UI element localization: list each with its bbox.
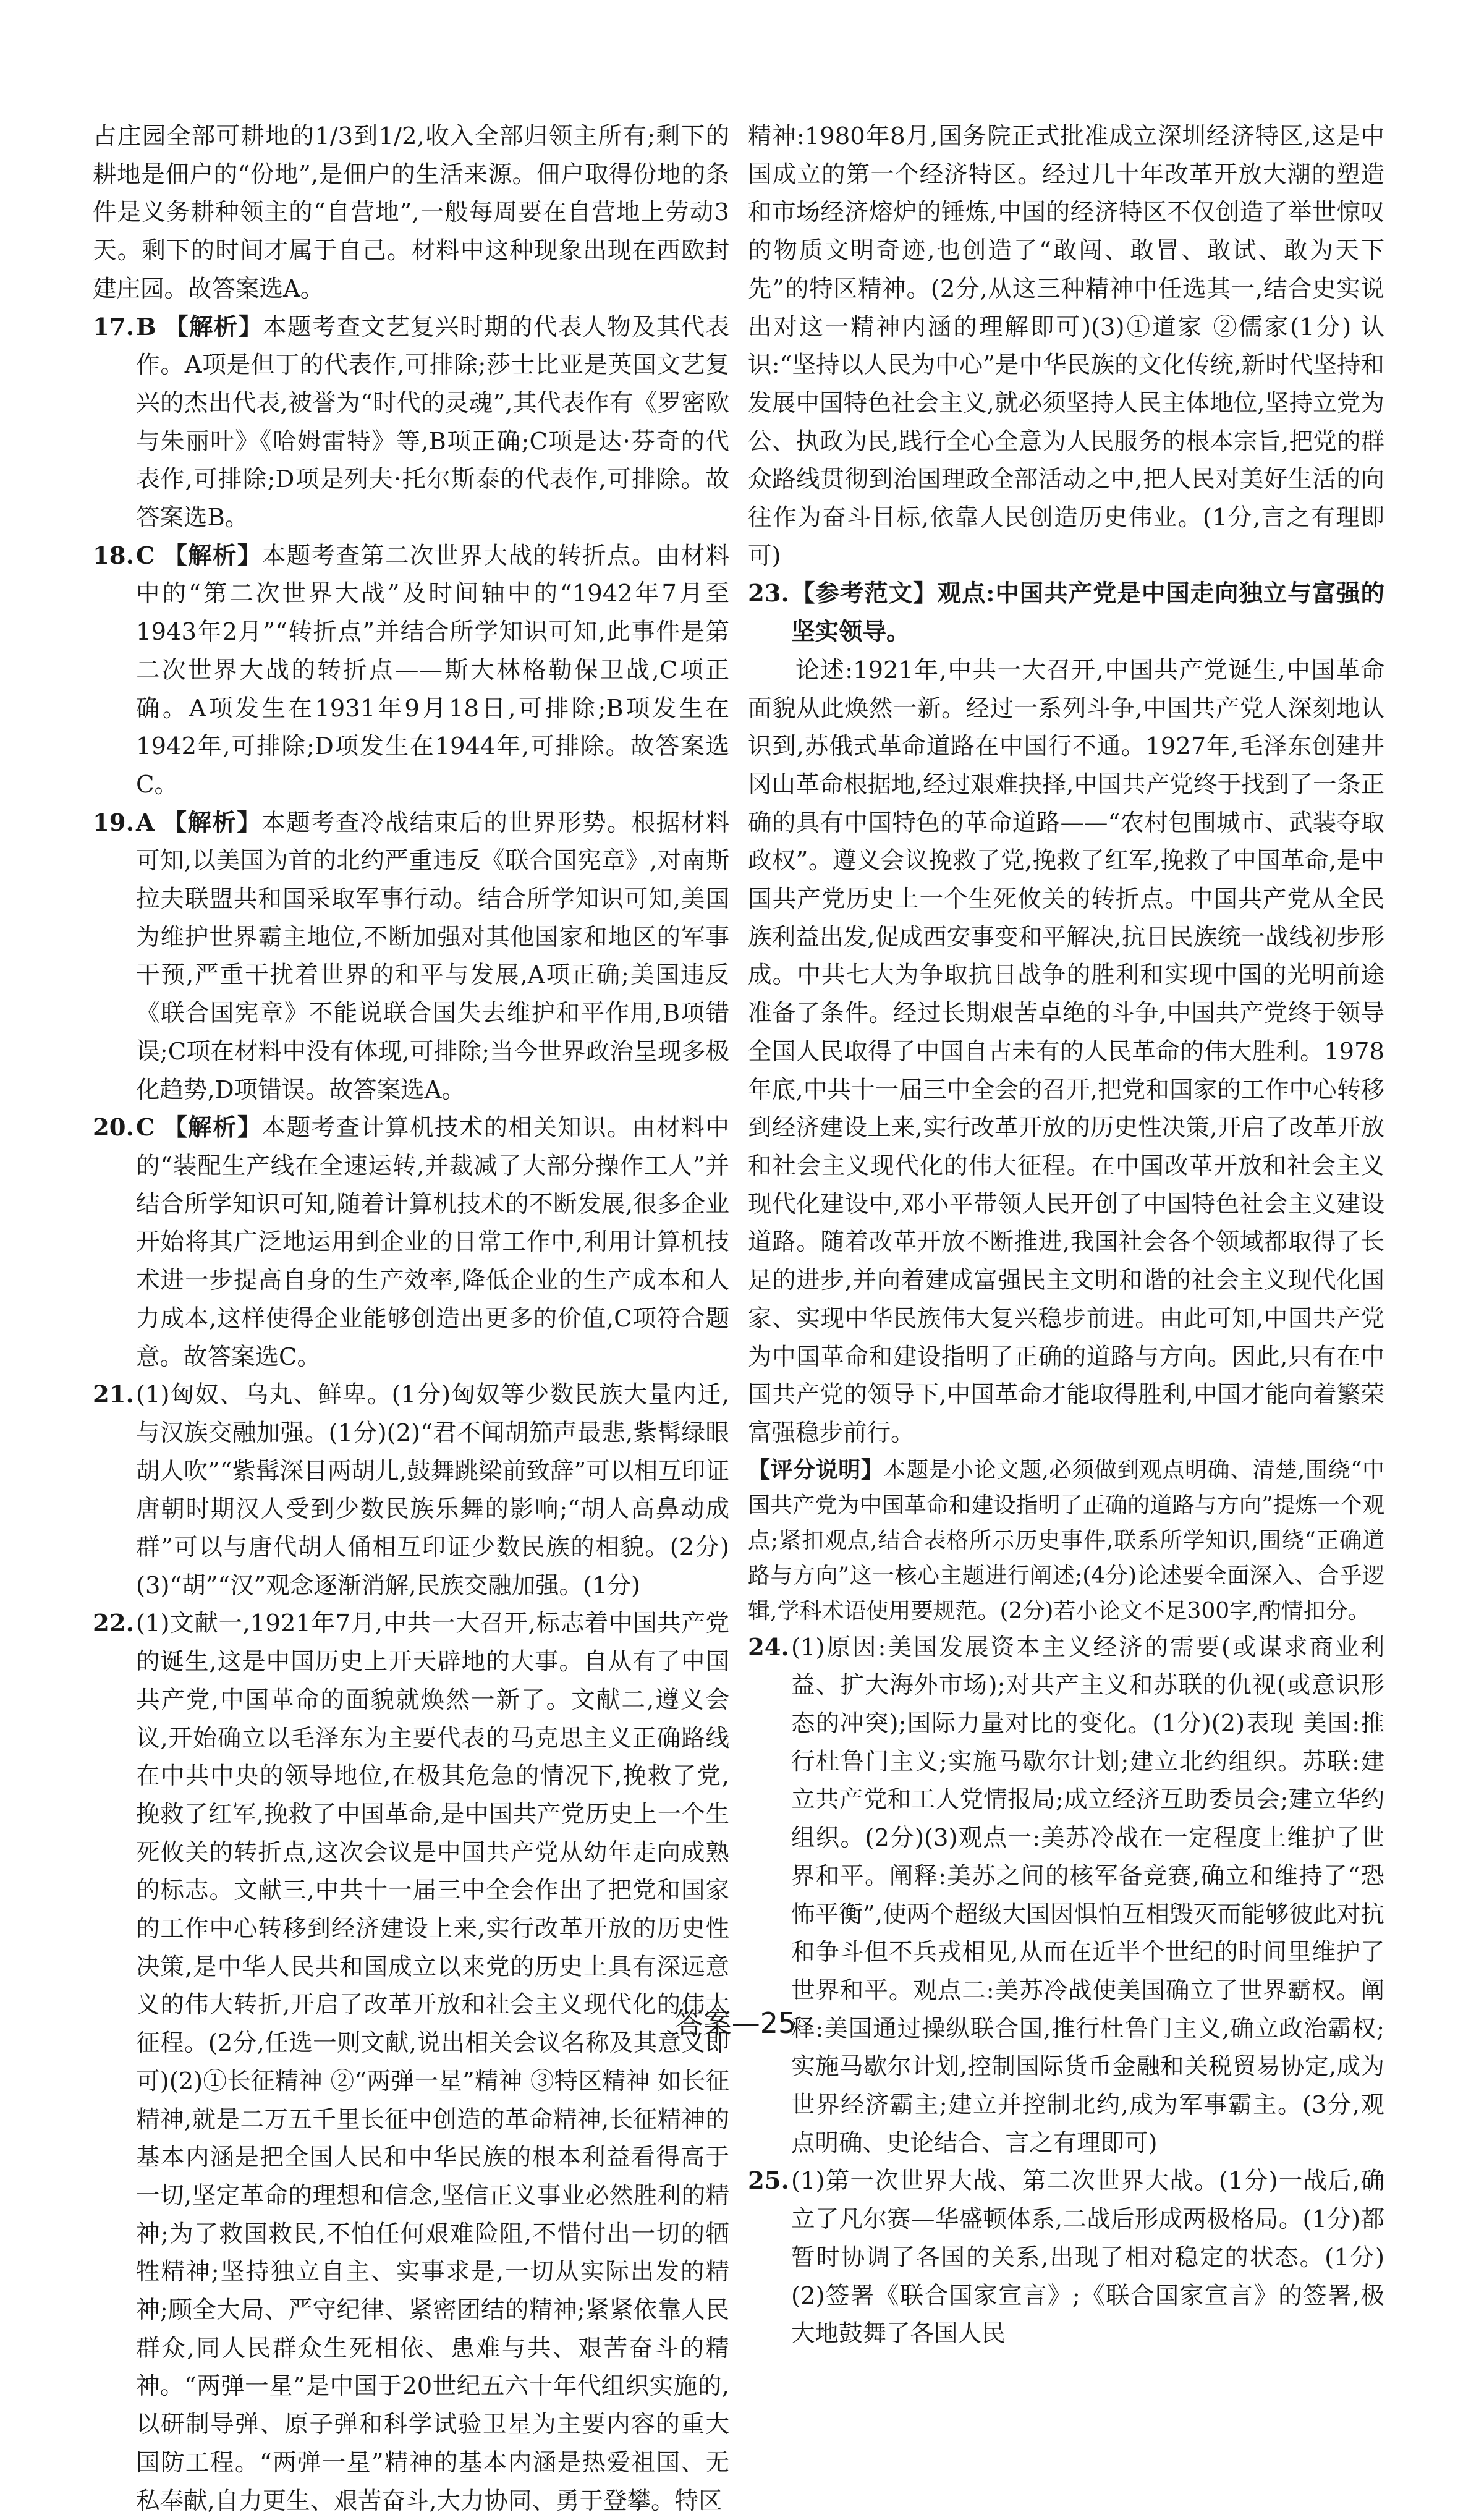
answer-item-21 (93, 1376, 729, 1605)
answer-body (136, 804, 729, 1109)
answer-text: (1)匈奴、乌丸、鲜卑。(1分)匈奴等少数民族大量内迁,与汉族交融加强。(1分)(2)“君不闻胡笳声最悲,紫髯绿眼胡人吹”“紫髯深目两胡儿,鼓舞跳梁前致辞”可以相互印证唐朝时期汉人受到少数民族乐舞的影响;“胡人高鼻动成群”可以与唐代胡人俑相互印证少数民族的相貌。(2分)(3)“胡”“汉”观念逐渐消解,民族交融加强。(1分) (136, 1381, 729, 1600)
answer-body (136, 308, 729, 537)
answer-item-17 (93, 308, 729, 537)
q16-continuation: 占庄园全部可耕地的1/3到1/2,收入全部归领主所有;剩下的耕地是佃户的“份地”,是佃户的生活来源。佃户取得份地的条件是义务耕种领主的“自营地”,一般每周要在自营地上劳动3天。剩下的时间才属于自己。材料中这种现象出现在西欧封建庄园。故答案选A。 (93, 122, 729, 303)
answer-body (791, 575, 1384, 651)
analysis-tag: 【解析】 (163, 808, 262, 837)
answer-text: (1)第一次世界大战、第二次世界大战。(1分)一战后,确立了凡尔赛—华盛顿体系,二战后形成两极格局。(1分)都暂时协调了各国的关系,出现了相对稳定的状态。(1分)(2)签署《联合国家宣言》;《联合国家宣言》的签署,极大地鼓舞了各国人民 (791, 2167, 1384, 2348)
page-number: 答案—25 (674, 2006, 797, 2040)
question-number: 18. (93, 541, 134, 570)
analysis-text: 本题考查冷战结束后的世界形势。根据材料可知,以美国为首的北约严重违反《联合国宪章》,对南斯拉夫联盟共和国采取军事行动。结合所学知识可知,美国为维护世界霸主地位,不断加强对其他国家和地区的军事干预,严重干扰着世界的和平与发展,A项正确;美国违反《联合国宪章》不能说联合国失去维护和平作用,B项错误;C项在材料中没有体现,可排除;当今世界政治呈现多极化趋势,D项错误。故答案选A。 (136, 808, 729, 1104)
scoring-note-tag: 【评分说明】 (748, 1456, 884, 1483)
answer-item-25 (748, 2162, 1384, 2353)
answer-choice: C (136, 541, 155, 570)
answer-item-20 (93, 1109, 729, 1376)
question-number: 24. (748, 1633, 789, 1661)
question-number: 25. (748, 2167, 789, 2195)
answer-text: (1)原因:美国发展资本主义经济的需要(或谋求商业利益、扩大海外市场);对共产主义和苏联的仇视(或意识形态的冲突);国际力量对比的变化。(1分)(2)表现 美国:推行杜鲁门主义;实施马歇尔计划;建立北约组织。苏联:建立共产党和工人党情报局;成立经济互助委员会;建立华约组织。(2分)(3)观点一:美苏冷战在一定程度上维护了世界和平。阐释:美苏之间的核军备竞赛,确立和维持了“恐怖平衡”,使两个超级大国因惧怕互相毁灭而能够彼此对抗和争斗但不兵戎相见,从而在近半个世纪的时间里维护了世界和平。观点二:美苏冷战使美国确立了世界霸权。阐释:美国通过操纵联合国,推行杜鲁门主义,确立政治霸权;实施马歇尔计划,控制国际货币金融和关税贸易协定,成为世界经济霸主;建立并控制北约,成为军事霸主。(3分,观点明确、史论结合、言之有理即可) (791, 1633, 1384, 2157)
answer-body (136, 537, 729, 804)
left-column (93, 117, 729, 2520)
answer-choice: B (136, 313, 156, 341)
analysis-text: 本题考查计算机技术的相关知识。由材料中的“装配生产线在全速运转,并裁减了大部分操作工人”并结合所学知识可知,随着计算机技术的不断发展,很多企业开始将其广泛地运用到企业的日常工作中,利用计算机技术进一步提高自身的生产效率,降低企业的生产成本和人力成本,这样使得企业能够创造出更多的价值,C项符合题意。故答案选C。 (136, 1114, 729, 1371)
analysis-text: 本题考查文艺复兴时期的代表人物及其代表作。A项是但丁的代表作,可排除;莎士比亚是英国文艺复兴的杰出代表,被誉为“时代的灵魂”,其代表作有《罗密欧与朱丽叶》《哈姆雷特》等,B项正确;C项是达·芬奇的代表作,可排除;D项是列夫·托尔斯泰的代表作,可排除。故答案选B。 (136, 313, 729, 532)
answer-item-22 (93, 1605, 729, 2520)
essay-text: 论述:1921年,中共一大召开,中国共产党诞生,中国革命面貌从此焕然一新。经过一系列斗争,中国共产党人深刻地认识到,苏俄式革命道路在中国行不通。1927年,毛泽东创建井冈山革命根据地,经过艰难抉择,中国共产党终于找到了一条正确的具有中国特色的革命道路——“农村包围城市、武装夺取政权”。遵义会议挽救了党,挽救了红军,挽救了中国革命,是中国共产党历史上一个生死攸关的转折点。中国共产党从全民族利益出发,促成西安事变和平解决,抗日民族统一战线初步形成。中共七大为争取抗日战争的胜利和实现中国的光明前途准备了条件。经过长期艰苦卓绝的斗争,中国共产党终于领导全国人民取得了中国自古未有的人民革命的伟大胜利。1978年底,中共十一届三中全会的召开,把党和国家的工作中心转移到经济建设上来,实行改革开放的历史性决策,开启了改革开放和社会主义现代化的伟大征程。在中国改革开放和社会主义现代化建设中,邓小平带领人民开创了中国特色社会主义建设道路。随着改革开放不断推进,我国社会各个领域都取得了长足的进步,并向着建成富强民主文明和谐的社会主义现代化国家、实现中华民族伟大复兴稳步前进。由此可知,中国共产党为中国革命和建设指明了正确的道路与方向。因此,只有在中国共产党的领导下,中国革命才能取得胜利,中国才能向着繁荣富强稳步前行。 (748, 656, 1384, 1447)
essay-title: 【参考范文】观点:中国共产党是中国走向独立与富强的坚实领导。 (791, 580, 1384, 647)
answer-item-18 (93, 537, 729, 804)
question-number: 19. (93, 808, 134, 837)
answer-body (136, 1109, 729, 1376)
answer-item-19 (93, 804, 729, 1109)
analysis-tag: 【解析】 (164, 313, 263, 341)
answer-choice: C (136, 1114, 155, 1142)
analysis-tag: 【解析】 (163, 1114, 262, 1142)
answer-text: (1)文献一,1921年7月,中共一大召开,标志着中国共产党的诞生,这是中国历史上开天辟地的大事。自从有了中国共产党,中国革命的面貌就焕然一新了。文献二,遵义会议,开始确立以毛泽东为主要代表的马克思主义正确路线在中共中央的领导地位,在极其危急的情况下,挽救了党,挽救了红军,挽救了中国革命,是中国共产党历史上一个生死攸关的转折点,这次会议是中国共产党从幼年走向成熟的标志。文献三,中共十一届三中全会作出了把党和国家的工作中心转移到经济建设上来,实行改革开放的历史性决策,是中华人民共和国成立以来党的历史上具有深远意义的伟大转折,开启了改革开放和社会主义现代化的伟大征程。(2分,任选一则文献,说出相关会议名称及其意义即可)(2)①长征精神 ②“两弹一星”精神 ③特区精神 如长征精神,就是二万五千里长征中创造的革命精神,长征精神的基本内涵是把全国人民和中华民族的根本利益看得高于一切,坚定革命的理想和信念,坚信正义事业必然胜利的精神;为了救国救民,不怕任何艰难险阻,不惜付出一切的牺牲精神;坚持独立自主、实事求是,一切从实际出发的精神;顾全大局、严守纪律、紧密团结的精神;紧紧依靠人民群众,同人民群众生死相依、患难与共、艰苦奋斗的精神。“两弹一星”是中国于20世纪五六十年代组织实施的,以研制导弹、原子弹和科学试验卫星为主要内容的重大国防工程。“两弹一星”精神的基本内涵是热爱祖国、无私奉献,自力更生、艰苦奋斗,大力协同、勇于登攀。特区 (136, 1610, 729, 2515)
scoring-note (748, 1453, 1384, 1629)
answer-item-23 (748, 575, 1384, 651)
answer-item-24 (748, 1629, 1384, 2163)
analysis-tag: 【解析】 (163, 541, 262, 570)
question-number: 22. (93, 1610, 134, 1638)
question-number: 21. (93, 1381, 134, 1409)
analysis-text: 本题考查第二次世界大战的转折点。由材料中的“第二次世界大战”及时间轴中的“1942年7月至1943年2月”“转折点”并结合所学知识可知,此事件是第二次世界大战的转折点——斯大林格勒保卫战,C项正确。A项发生在1931年9月18日,可排除;B项发生在1942年,可排除;D项发生在1944年,可排除。故答案选C。 (136, 541, 729, 799)
question-number: 20. (93, 1114, 134, 1142)
q22-continuation: 精神:1980年8月,国务院正式批准成立深圳经济特区,这是中国成立的第一个经济特区。经过几十年改革开放大潮的塑造和市场经济熔炉的锤炼,中国的经济特区不仅创造了举世惊叹的物质文明奇迹,也创造了“敢闯、敢冒、敢试、敢为天下先”的特区精神。(2分,从这三种精神中任选其一,结合史实说出对这一精神内涵的理解即可)(3)①道家 ②儒家(1分) 认识:“坚持以人民为中心”是中华民族的文化传统,新时代坚持和发展中国特色社会主义,就必须坚持人民主体地位,坚持立党为公、执政为民,践行全心全意为人民服务的根本宗旨,把党的群众路线贯彻到治国理政全部活动之中,把人民对美好生活的向往作为奋斗目标,依靠人民创造历史伟业。(1分,言之有理即可) (748, 122, 1384, 570)
question-number: 23. (748, 580, 789, 608)
scoring-note-text: 本题是小论文题,必须做到观点明确、清楚,围绕“中国共产党为中国革命和建设指明了正确的道路与方向”提炼一个观点;紧扣观点,结合表格所示历史事件,联系所学知识,围绕“正确道路与方向”这一核心主题进行阐述;(4分)论述要全面深入、合乎逻辑,学科术语使用要规范。(2分)若小论文不足300字,酌情扣分。 (748, 1457, 1384, 1624)
question-number: 17. (93, 313, 134, 341)
answer-choice: A (136, 808, 155, 837)
